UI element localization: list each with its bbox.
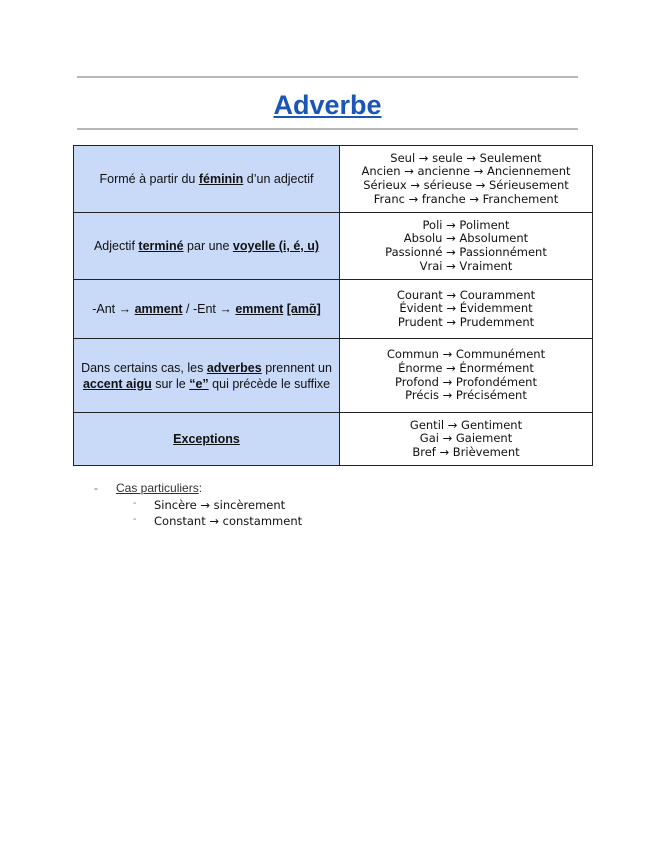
example-line: Franc → franche → Franchement	[373, 191, 559, 206]
table-row	[74, 146, 593, 213]
example-line: Profond → Profondément	[395, 374, 537, 389]
rule-text: sur le	[151, 376, 190, 391]
example-line: Évident → Évidemment	[399, 301, 533, 316]
rule-keyword: amment	[134, 302, 183, 316]
examples-cell	[340, 280, 593, 339]
example-line: Vrai → Vraiment	[419, 258, 513, 273]
rule-cell	[74, 213, 340, 280]
rule-keyword: féminin	[198, 172, 244, 186]
examples-cell	[340, 413, 593, 466]
rule-cell	[74, 280, 340, 339]
example-line: Gentil → Gentiment	[409, 417, 523, 432]
example-line: Ancien → ancienne → Anciennement	[361, 164, 571, 179]
example-line: Courant → Couramment	[396, 287, 536, 302]
rule-keyword: accent aigu	[82, 376, 152, 391]
rule-text: qui précède le suffixe	[208, 376, 331, 391]
rule-text: Adjectif	[93, 239, 139, 253]
table-row	[74, 280, 593, 339]
rule-cell	[74, 413, 340, 466]
table-row	[74, 213, 593, 280]
example-line: Prudent → Prudemment	[397, 314, 535, 329]
exceptions-label: Exceptions	[173, 432, 240, 446]
examples-cell	[340, 146, 593, 213]
special-case-example: Sincère → sincèrement	[154, 498, 286, 512]
table-row	[74, 339, 593, 413]
bullet-dash: -	[133, 498, 137, 509]
bullet-dash: -	[94, 481, 98, 495]
special-case-example: Constant → constamment	[154, 514, 303, 528]
phonetic-keyword: [amɑ̃]	[286, 302, 321, 316]
rule-keyword: voyelle (i, é, u)	[232, 239, 320, 253]
table-row	[74, 413, 593, 466]
example-line: Absolu → Absolument	[403, 231, 529, 246]
title-rule-top	[77, 76, 578, 78]
example-line: Sérieux → sérieuse → Sérieusement	[363, 178, 569, 192]
example-line: Passionné → Passionnément	[385, 245, 547, 259]
example-line: Bref → Brièvement	[412, 444, 520, 459]
rule-text: Formé à partir du	[99, 172, 199, 186]
adverb-rules-table	[73, 145, 593, 466]
example-line: Gai → Gaiement	[419, 431, 513, 446]
rule-cell	[74, 339, 340, 413]
example-line: Seul → seule → Seulement	[390, 150, 542, 165]
example-line: Précis → Précisément	[405, 388, 527, 403]
rule-keyword: terminé	[138, 239, 184, 253]
rule-text: d’un adjectif	[243, 172, 314, 186]
special-cases-heading: Cas particuliers	[116, 481, 199, 495]
examples-cell	[340, 339, 593, 413]
title-rule-bottom	[77, 128, 578, 130]
heading-colon: :	[198, 481, 203, 495]
rule-text: Dans certains cas, les	[81, 360, 207, 375]
examples-cell	[340, 213, 593, 280]
rule-keyword: “e”	[189, 376, 209, 391]
page-title: Adverbe	[273, 90, 382, 120]
rule-keyword: adverbes	[206, 360, 262, 375]
rule-text: / -Ent →	[182, 302, 236, 316]
rule-cell	[74, 146, 340, 213]
rule-keyword: emment	[235, 302, 284, 316]
rule-text: par une	[183, 239, 233, 253]
rule-text: -Ant →	[92, 302, 135, 316]
example-line: Commun → Communément	[386, 347, 546, 362]
bullet-dash: -	[133, 514, 137, 525]
example-line: Poli → Poliment	[422, 217, 510, 232]
example-line: Énorme → Énormément	[398, 360, 534, 375]
rule-text: prennent un	[261, 360, 332, 375]
